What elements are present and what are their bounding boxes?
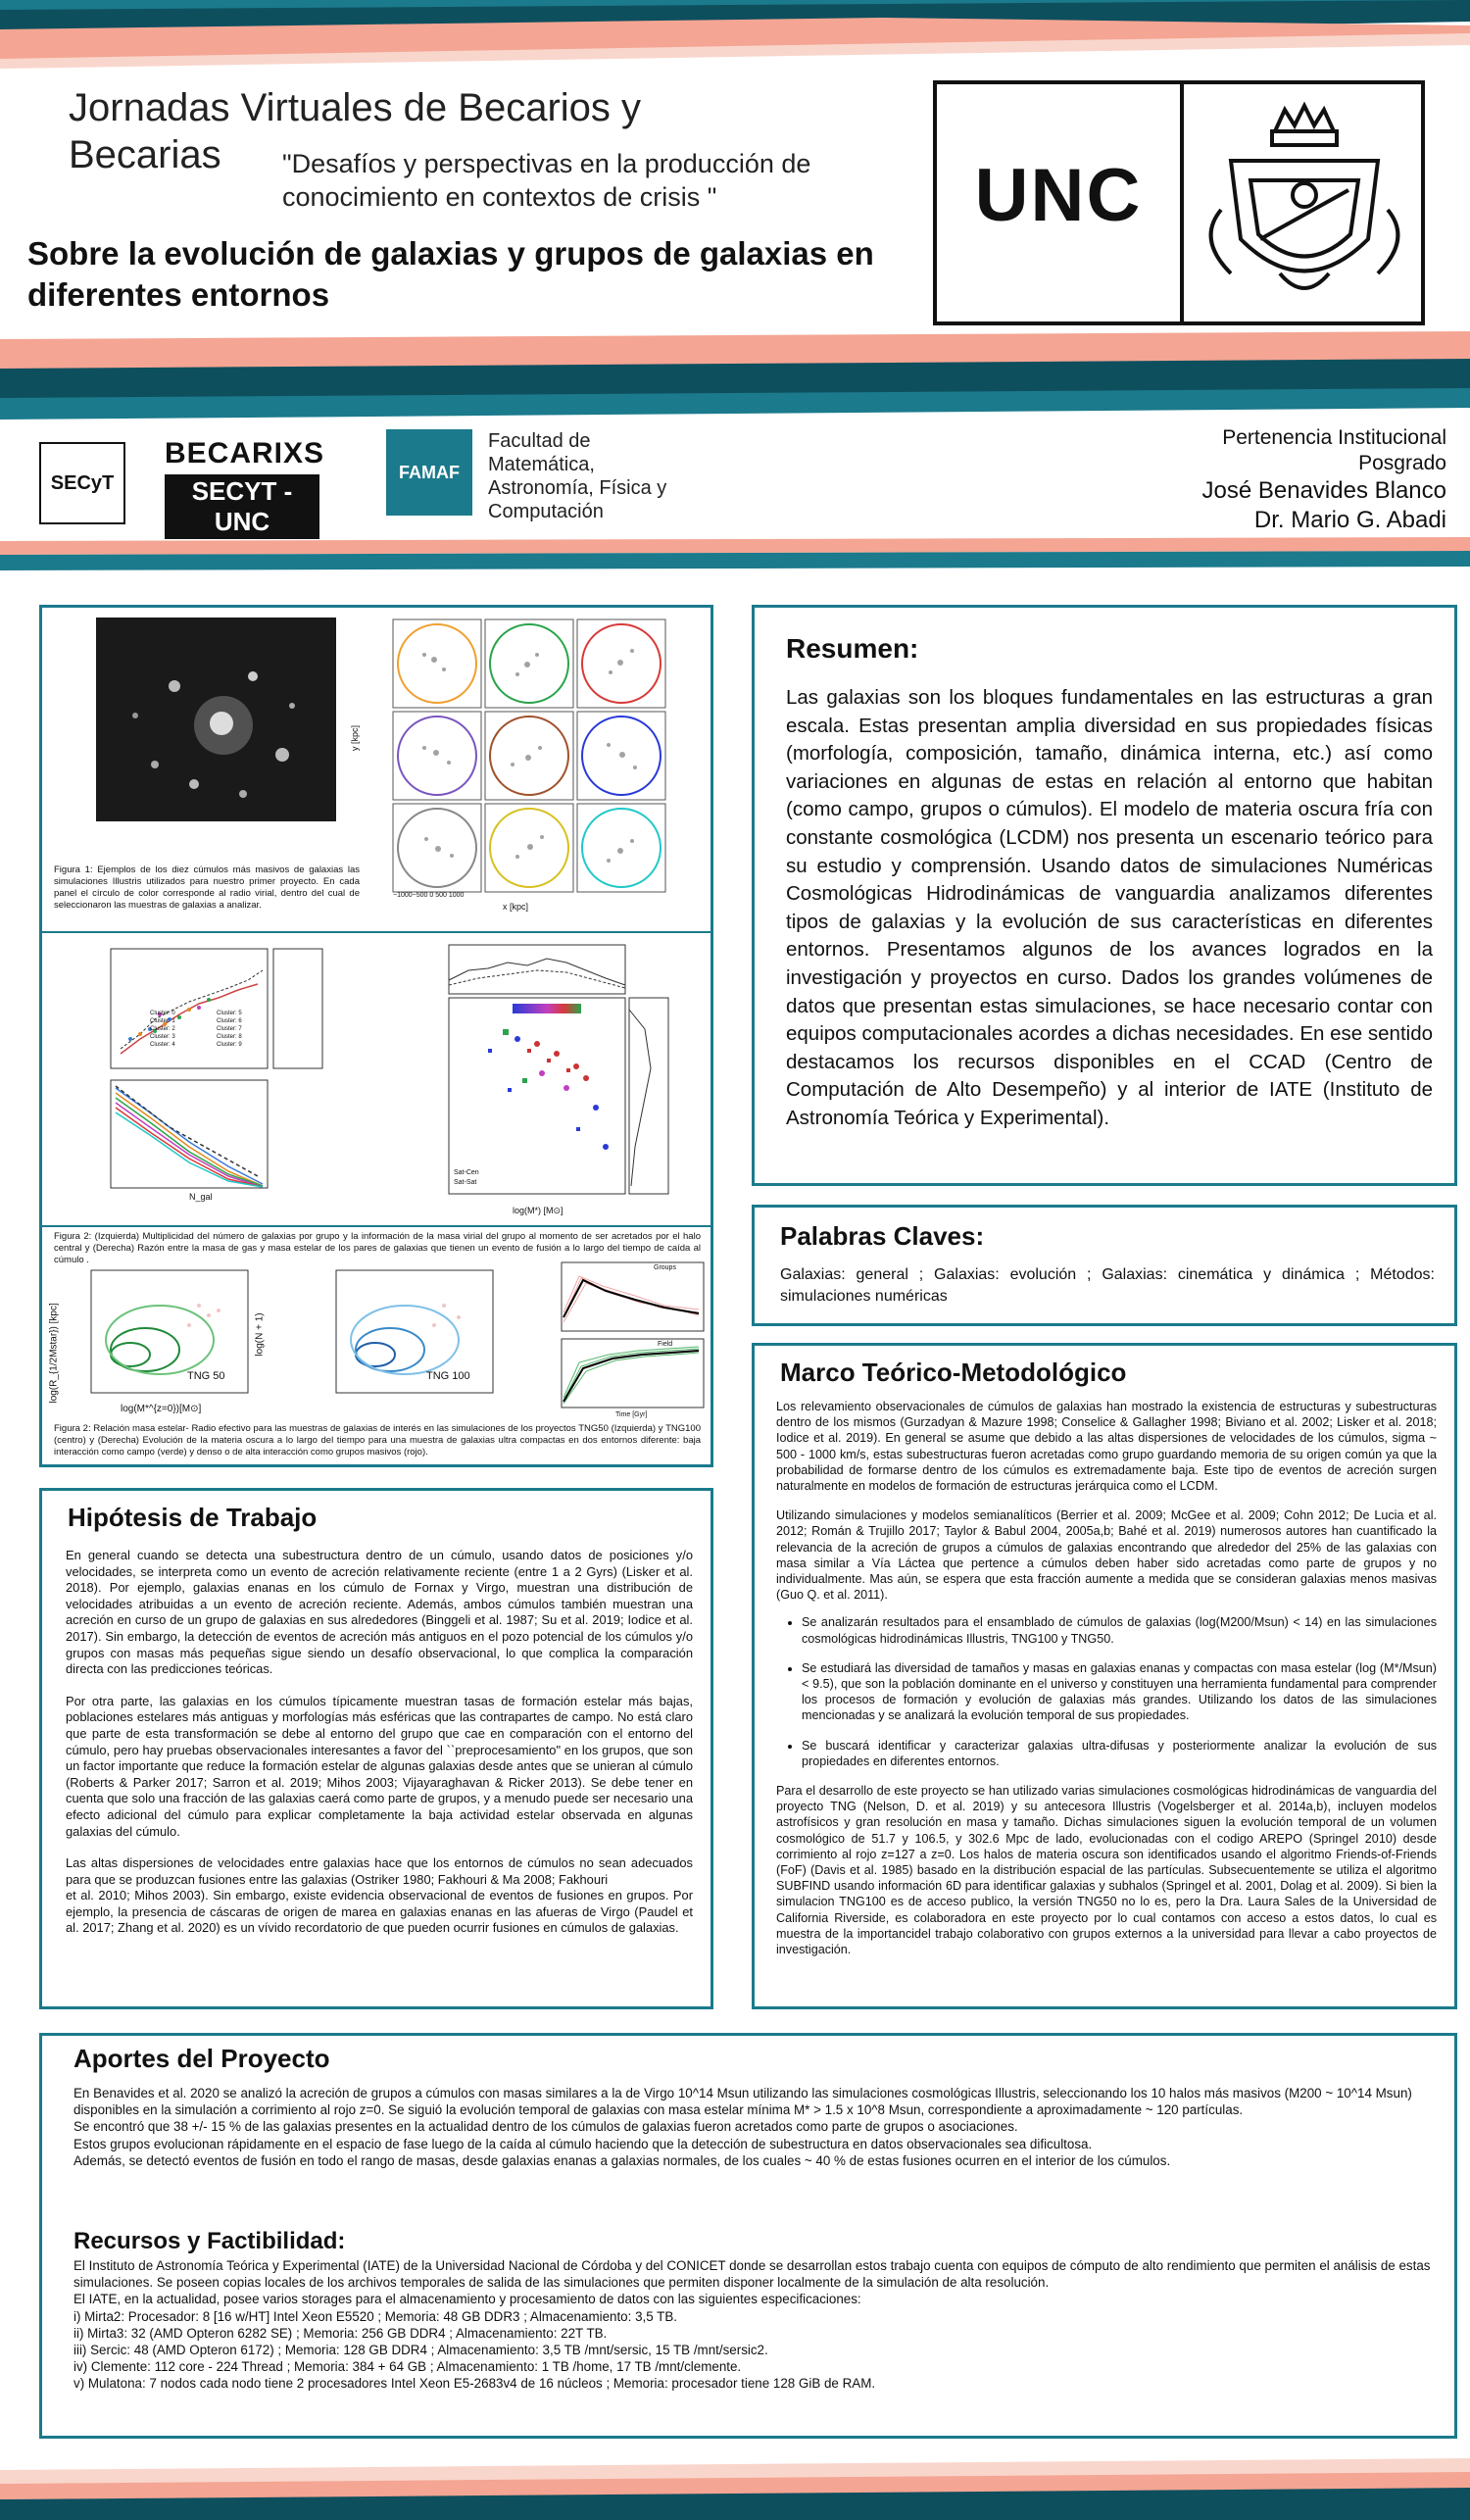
- palabras-text: Galaxias: general ; Galaxias: evolución ; Galaxias: cinemática y dinámica ; Métodos: simulaciones numéricas: [780, 1266, 1435, 1305]
- event-subtitle: "Desafíos y perspectivas en la producción de conocimiento en contextos de crisis ": [282, 149, 811, 212]
- nivel: Posgrado: [1358, 452, 1446, 474]
- cluster-panels-svg: [366, 616, 677, 910]
- resumen-text: Las galaxias son los bloques fundamentales en las estructuras a gran escala. Estas presentan amplia diversidad en sus propiedades físicas (morfología, composición, tamaño, dinámica interna, etc.) así como variaciones en algunas de estas en relación al entorno que habitan (como campo, grupos o cúmulos). El modelo de materia oscura fría con constante cosmológica (LCDM) nos presenta un escenario teórico para su estudio y comprensión. Usando datos de simulaciones Numéricas Cosmológicas Hidrodinámicas de vanguardia analizamos diferentes tipos de galaxias y la evolución de sus características en diferentes entornos. Presentamos algunos de los avances logrados en la investigación y proyectos en curso. Dados los grandes volúmenes de datos que presentan estas simulaciones, se hace necesario contar con equipos computacionales acordes a dichas necesidades. En ese sentido destacamos los recursos disponibles en el CCAD (Centro de Computación de Alto Desempeño) y al interior de IATE (Instituto de Astronomía Teórica y Experimental).: [786, 686, 1433, 1129]
- recursos-body: [74, 2257, 1436, 2393]
- resumen-box: [752, 605, 1457, 1186]
- hipotesis-body: [66, 1548, 693, 1937]
- hipotesis-title: Hipótesis de Trabajo: [68, 1503, 318, 1532]
- multiplicity-plot: [72, 941, 366, 1225]
- hipotesis-p1: En general cuando se detecta una subestructura dentro de un cúmulo, usando datos de posiciones y/o velocidades, se interpreta como un evento de acreción relativamente reciente (entre 1 a 2 Gyrs) (Lisker et al. 2018). Por ejemplo, galaxias enanas en los cúmulo de Fornax y Virgo, muestran una distribución de velocidades atribuidas a un evento de acreción reciente. Además, ambos cúmulos también muestran una acreción en curso de un grupo de galaxias en sus alrededores (Binggeli et al. 1987; Su et al. 2019; Iodice et al. 2017). Sin embargo, la detección de eventos de acreción más antiguos en el pozo potencial de los cúmulos y/o grupos con masas más pequeñas sigue siendo un desafío observacional, lo que complica la comparación directa con las predicciones teóricas.: [66, 1548, 693, 1677]
- legend-sat-sat: Sat-Sat: [454, 1179, 477, 1186]
- recursos-line: i) Mirta2: Procesador: 8 [16 w/HT] Intel Xeon E5520 ; Memoria: 48 GB DDR3 ; Almacenamiento: 3,5 TB.: [74, 2308, 677, 2324]
- hipotesis-p3b: et al. 2010; Mihos 2003). Sin embargo, existe evidencia observacional de eventos de fusiones en grupos. Por ejemplo, la presencia de cáscaras de origen de marea en galaxias enanas en las afueras de Virgo (Paudel et al. 2017; Zhang et al. 2020) es un vívido recordatorio de que pueden ocurrir fusiones en cúmulos de galaxias.: [66, 1888, 693, 1936]
- galaxy-field-render: [96, 618, 336, 821]
- aportes-body: [74, 2085, 1436, 2169]
- marco-bullet: • Se buscará identificar y caracterizar galaxias ultra-difusas y posteriormente analizar la evolución de sus propiedades en diferentes entornos.: [802, 1738, 1437, 1769]
- fig1-xlabel: x [kpc]: [503, 902, 529, 912]
- mass-size-tng100-plot: [307, 1266, 532, 1404]
- fig1-xticks: −1000−500 0 500 1000: [393, 892, 465, 899]
- legend-item: Cluster: 0: [150, 1011, 175, 1016]
- poster-title: Sobre la evolución de galaxias y grupos de galaxias en diferentes entornos: [27, 235, 874, 313]
- famaf-logo-mark: [386, 429, 472, 516]
- figure-2-caption: Figura 2: (Izquierda) Multiplicidad del número de galaxias por grupo y la información de la masa virial del grupo al momento de ser acretados por el halo central y (Derecha) Razón entre la masa de gas y masa estelar de los pares de galaxias que tienen un evento de fusión a lo largo del tiempo de caída al cúmulo .: [54, 1231, 701, 1265]
- legend-item: Cluster: 5: [217, 1011, 242, 1016]
- fig3-ylabel-b: log(N + 1): [254, 1312, 266, 1357]
- secyt-logo: [39, 442, 125, 524]
- famaf-name: Facultad de Matemática, Astronomía, Física y Computación: [488, 430, 667, 522]
- aportes-line: Estos grupos evolucionan rápidamente en el espacio de fase luego de la caída al cúmulo haciendo que la detección de subestructura en datos observacionales sea dificultosa.: [74, 2136, 1093, 2151]
- aportes-title: Aportes del Proyecto: [74, 2044, 330, 2073]
- legend-item: Cluster: 2: [150, 1026, 175, 1032]
- figure-divider-1: [42, 931, 710, 933]
- palabras-box: [752, 1205, 1457, 1326]
- becarixs-logo: [165, 437, 325, 539]
- field-label: Field: [658, 1341, 673, 1348]
- figure-3-caption: Figura 2: Relación masa estelar- Radio efectivo para las muestras de galaxias de interés en las simulaciones de los proyectos TNG50 (Izquierda) y TNG100 (centro) y (Derecha) Evolución de la materia oscura a lo largo del tiempo para una muestra de galaxias ultra compactas en dos entornos diferente: baja interacción como campo (verde) y denso o de alta interacción como grupos masivos (rojo).: [54, 1423, 701, 1458]
- marco-body: [776, 1399, 1437, 1957]
- mass-size-tng50-plot: [62, 1266, 287, 1404]
- resumen-title: Resumen:: [786, 633, 919, 664]
- dm-evolution-svg: [542, 1259, 709, 1415]
- marco-p3: Para el desarrollo de este proyecto se han utilizado varias simulaciones cosmológicas hidrodinámicas de vanguardia del proyecto TNG (Nelson, D. et al. 2019) y su antecesora Illustris (Vogelsberger et al. 2014a,b), incluyen modelos astrofísicos y gran resolución en masa y tamaño. Dichas simulaciones siguen la evolución temporal de un volumen cosmológico de 51.7 y 106.5, y 302.6 Mpc de lado, evolucionadas con el codigo AREPO (Springel 2010) desde corrimiento al rojo z=127 a z=0. Los halos de materia oscura son identificados usando el algoritmo Friends-of-Friends (FoF) (Davis et al. 1985) basado en la distribución espacial de las partículas. Subsecuentemente se utiliza el algoritmo SUBFIND usando información 6D para identificar galaxias y subhalos (Springel et al. 2001, Dolag et al. 2009). Si bien la simulacion TNG100 es de acceso publico, la versión TNG50 no lo es, pero la Dra. Laura Sales de la Universidad de California Riverside, es colaboradora en este proyecto por lo cual contamos con acceso a estos datos, lo cual es muestra de la importancidel trabajo colaborativo con grupos externos a la universidad para llevar a cabo proyectos de investigación.: [776, 1784, 1437, 1957]
- unc-logo-text: UNC: [974, 154, 1143, 237]
- marco-p2: Utilizando simulaciones y modelos semianalíticos (Berrier et al. 2009; McGee et al. 2009; Cohn 2012; De Lucia et al. 2012; Román & Trujillo 2017; Taylor & Babul 2004, 2005a,b; Bahé et al. 2019) numerosos autores han cuantificado la relevancia de la acreción de grupos a cúmulos de galaxias encontrando que alrededor del 25% de las galaxias con masa similar a Vía Láctea que pertence a cúmulos deben haber sido acretadas como parte de grupos y no individualmente. Mas aún, se espera que esta fracción aumente a medida que se consideran galaxias menos masivas (Guo Q. et al. 2011).: [776, 1508, 1437, 1603]
- under-logos-stripes: [0, 537, 1470, 572]
- time-label: Time [Gyr]: [615, 1411, 648, 1418]
- aportes-box: [39, 2033, 1457, 2439]
- bottom-wave-decoration: [0, 2450, 1470, 2520]
- legend-item: Cluster: 4: [150, 1042, 175, 1048]
- event-title: Jornadas Virtuales de Becarios y Becarias: [69, 86, 642, 176]
- recursos-line: iii) Sercic: 48 (AMD Opteron 6172) ; Memoria: 128 GB DDR4 ; Almacenamiento: 3,5 TB /mnt/sersic, 15 TB /mnt/sersic2.: [74, 2343, 768, 2358]
- galaxy-cluster-image: [96, 618, 336, 821]
- recursos-title: Recursos y Factibilidad:: [74, 2228, 346, 2254]
- hipotesis-box: [39, 1488, 713, 2009]
- tng50-label: TNG 50: [187, 1370, 225, 1382]
- legend-item: Cluster: 9: [217, 1042, 242, 1048]
- legend-sat-cen: Sat-Cen: [454, 1169, 479, 1176]
- recursos-line: ii) Mirta3: 32 (AMD Opteron 6282 SE) ; Memoria: 256 GB DDR4 ; Almacenamiento: 22T TB.: [74, 2325, 608, 2341]
- fig2-right-legend: [454, 1168, 479, 1188]
- marco-bullets: [776, 1614, 1437, 1769]
- hipotesis-p3: Las altas dispersiones de velocidades entre galaxias hace que los entornos de cúmulos no sean adecuados para que se produzcan fusiones entre las galaxias (Ostriker 1980; Fakhouri & Ma 2008; Fakhouri: [66, 1855, 693, 1887]
- tng100-svg: [307, 1266, 532, 1404]
- pertenencia: Pertenencia Institucional: [1222, 426, 1446, 449]
- palabras-title: Palabras Claves:: [780, 1221, 985, 1251]
- figure-divider-3: [42, 1225, 710, 1227]
- aportes-line: En Benavides et al. 2020 se analizó la acreción de grupos a cúmulos con masas similares a la de Virgo 10^14 Msun utilizando las simulaciones cosmológicas Illustris, seleccionando los 10 halos más masivos (M200 ~ 10^14 Msun) disponibles en la simulación a corrimiento al rojo z=0. Se siguió la evolución temporal de galaxias con masa estelar mínima M* > 1.5 x 10^8 Msun, correspondiente a aproximadamente ~ 120 partículas.: [74, 2086, 1412, 2118]
- aportes-line: Además, se detectó eventos de fusión en todo el rango de masas, desde galaxias enanas a galaxias normales, de los cuales ~ 40 % de estas fusiones ocurren en el interior de los cúmulos.: [74, 2152, 1171, 2168]
- recursos-line: v) Mulatona: 7 nodos cada nodo tiene 2 procesadores Intel Xeon E5-2683v4 de 16 núcleos ; Memoria: procesador tiene 128 GiB de RAM.: [74, 2376, 876, 2392]
- tng50-svg: [62, 1266, 287, 1404]
- recursos-line: El IATE, en la actualidad, posee varios storages para el almacenamiento y procesamiento de datos con las siguientes especificaciones:: [74, 2292, 861, 2307]
- fig2-xlabel-left: N_gal: [189, 1192, 213, 1202]
- director-name: Dr. Mario G. Abadi: [1253, 507, 1446, 533]
- multiplicity-plot-svg: [72, 941, 366, 1225]
- recursos-line: iv) Clemente: 112 core - 224 Thread ; Memoria: 384 + 64 GB ; Almacenamiento: 1 TB /home, 17 TB /mnt/clemente.: [74, 2359, 742, 2375]
- legend-item: Cluster: 7: [217, 1026, 242, 1032]
- legend-item: Cluster: 6: [217, 1018, 242, 1024]
- legend-item: Cluster: 1: [150, 1018, 175, 1024]
- fig2-xlabel-right: log(M*) [M⊙]: [513, 1206, 564, 1215]
- dm-evolution-plot: [542, 1259, 709, 1415]
- legend-item: Cluster: 3: [150, 1034, 175, 1040]
- groups-label: Groups: [654, 1264, 676, 1271]
- marco-box: [752, 1343, 1457, 2009]
- fig1-ylabel: y [kpc]: [350, 724, 361, 752]
- marco-p1: Los relevamiento observacionales de cúmulos de galaxias han mostrado la existencia de estructuras y subestructuras dentro de los mismos (Gurzadyan & Mazure 1998; Conselice & Gallagher 1998; Biviano et al. 2002; Lisker et al. 2018; Iodice et al. 2019). En general se asume que debido a las altas dispersiones de velocidades de los cúmulos, sigma ~ 500 - 1000 km/s, estas subestructuras fueron acretadas como grupo guardando memoria de su origen común ya que la probabilidad de formarse dentro de los cúmulos es extremadamente baja. Este tipo de eventos de acreción surgen naturalmente en modelos de formación de estructuras jerárquica como el LCDM.: [776, 1400, 1437, 1494]
- aportes-line: Se encontró que 38 +/- 15 % de las galaxias presentes en la actualidad dentro de los cúmulos de galaxias fueron acretados como parte de grupos o asociaciones.: [74, 2119, 1018, 2135]
- fig3-ylabel-a: log(R_{1/2Mstar}) [kpc]: [48, 1303, 60, 1404]
- top-wave-decoration: [0, 0, 1470, 69]
- cluster-panels-grid: [366, 616, 677, 910]
- figure-1-caption: Figura 1: Ejemplos de los diez cúmulos más masivos de galaxias las simulaciones Illustris utilizados para nuestro primer proyecto. En cada panel el círculo de color corresponde al radio virial, dentro del cual de seleccionaron las muestras de galaxias a analizar.: [54, 865, 360, 911]
- unc-logo-divider: [1180, 84, 1184, 321]
- hipotesis-p2: Por otra parte, las galaxias en los cúmulos típicamente muestran tasas de formación estelar más bajas, poblaciones estelares más antiguas y morfologías más esféricas que las contrapartes de campo. No está claro que parte de esta transformación se debe al entorno del grupo que cae en comparación con el entorno del cúmulo, pero hay pruebas observacionales interesantes a favor del ``preprocesamiento" en los grupos, que son un factor importante que reduce la formación estelar de algunas galaxias desde antes que se unieran al cúmulo (Roberts & Parker 2017; Sarron et al. 2019; Mihos 2003; Vijayaraghavan & Ricker 2013). Se debe tener en cuenta que solo una fracción de las galaxias caerá como parte de grupos, y a menudo puede ser necesario una efecto adicional del cúmulo para explicar completamente la baja actividad estelar observada en algunas galaxias del cúmulo.: [66, 1693, 693, 1839]
- author-name: José Benavides Blanco: [1201, 477, 1446, 504]
- unc-shield-icon: [1192, 92, 1417, 316]
- affiliation-block: [1078, 425, 1446, 535]
- famaf-mark-text: FAMAF: [399, 463, 460, 482]
- fig2-legend: [150, 1010, 277, 1049]
- mid-wave-decoration: [0, 331, 1470, 421]
- tng100-label: TNG 100: [426, 1370, 470, 1382]
- becarixs-top: BECARIXS: [165, 437, 325, 469]
- legend-item: Cluster: 8: [217, 1034, 242, 1040]
- marco-bullet: • Se estudiará las diversidad de tamaños y masas en galaxias enanas y compactas con masa estelar (log (M*/Msun) < 9.5), que son la población dominante en el universo y constituyen una herramienta fundamental para comprender los procesos de formación y evolución de galaxias más grandes. Utilizando los datos de las simulaciones mencionadas y se analizará la evolución temporal de sus propiedades.: [802, 1660, 1437, 1724]
- recursos-line: El Instituto de Astronomía Teórica y Experimental (IATE) de la Universidad Nacional de Córdoba y del CONICET donde se desarrollan estos trabajo cuenta con equipos de cómputo de alto rendimiento que permiten el análisis de estas simulaciones. Se poseen copias locales de los archivos temporales de salida de las simulaciones que permiten disponer localmente de la simulación de alta resolución.: [74, 2258, 1431, 2291]
- marco-bullet: • Se analizarán resultados para el ensamblado de cúmulos de galaxias (log(M200/Msun) < 14) en las simulaciones cosmológicas hidrodinámicas Illustris, TNG100 y TNG50.: [802, 1614, 1437, 1646]
- unc-logo: [933, 80, 1425, 325]
- becarixs-bottom: SECYT -UNC: [165, 474, 319, 539]
- figures-box: [39, 605, 713, 1467]
- secyt-logo-text: SECyT: [50, 472, 115, 494]
- fig3-xlabel: log(M*^{z=0})[M⊙]: [121, 1404, 202, 1414]
- marco-title: Marco Teórico-Metodológico: [780, 1358, 1127, 1387]
